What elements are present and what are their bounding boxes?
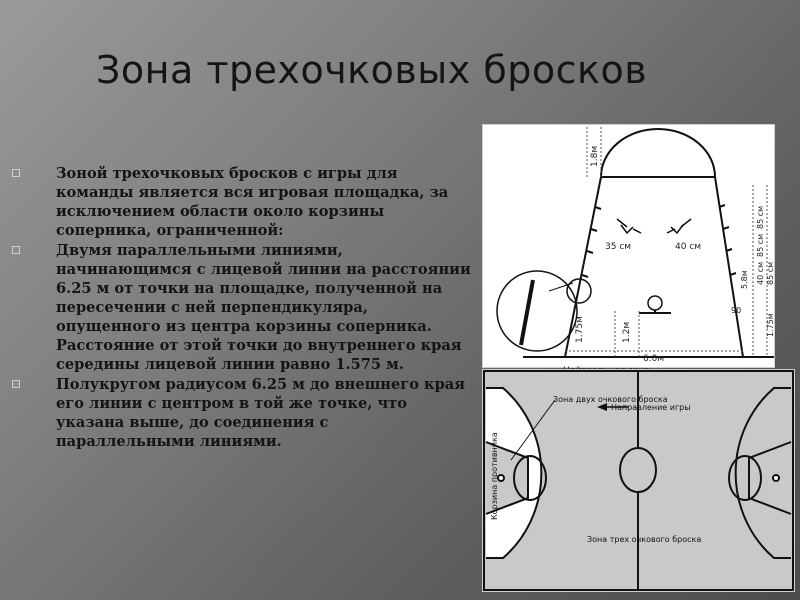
zoom-circle (497, 271, 577, 351)
direction-label: Направление игры (611, 403, 691, 412)
court-dimensions-svg (483, 125, 774, 367)
bullet-text: Полукругом радиусом 6.25 м до внешнего края его линии с центром в той же точке, что указана выше, до соединения с параллельными линиями. (56, 376, 466, 450)
bullet-text: Зоной трехочковых бросков с игры для команды является вся игровая площадка, за исключением области около корзины соперника, ограниченной: (56, 165, 449, 239)
dim-175: 1.75м (766, 313, 775, 337)
dim-5-8: 5.8м (740, 270, 749, 289)
dim-arc-right: 40 см (675, 242, 702, 252)
court-layout-svg (483, 370, 794, 591)
dim-base: 6.0м (643, 354, 665, 364)
zoom-lane-mark (521, 280, 533, 345)
dim-85b: 85 см (756, 233, 765, 257)
two-point-zone-label: Зона двух очкового броска (553, 395, 668, 404)
dim-arc-left: 35 см (605, 242, 632, 252)
slide-title: Зона трехочковых бросков (96, 48, 648, 92)
dim-left-low: 1.75м (575, 316, 585, 343)
bullet-item (12, 375, 472, 451)
dim-40: 40 см (756, 261, 765, 285)
dim-85a: 85 см (756, 205, 765, 229)
basket-ring-icon (648, 296, 662, 310)
three-point-zone-label: Зона трех очкового броска (587, 535, 702, 544)
dim-85c: 85 см (766, 261, 775, 285)
court-dimensions-diagram (482, 124, 775, 368)
broken-arc-marks (617, 219, 691, 233)
bullet-marker-icon (12, 380, 20, 388)
dim-top: 1.8м (590, 145, 600, 167)
bullet-list (12, 164, 472, 452)
opponent-basket-label: Корзина противника (490, 432, 499, 520)
dim-center: 1.2м (622, 321, 632, 343)
dim-90: 90 (731, 306, 742, 315)
free-throw-circle-arc (601, 129, 715, 177)
bullet-marker-icon (12, 169, 20, 177)
bullet-item (12, 164, 472, 240)
lane-line-right (715, 177, 743, 357)
bullet-text: Двумя параллельными линиями, начинающимся с лицевой линии на расстоянии 6.25 м от точки на площадке, полученной на пересечении с ней перпендикуляра, опущенного из центра корзины соперника. Расстояние от этой точки до внутреннего края середины лицевой линии равно 1.575 м. (56, 242, 471, 373)
neutral-zone-marks (582, 205, 736, 277)
bullet-item (12, 241, 472, 374)
court-layout-diagram (482, 369, 795, 592)
bullet-marker-icon (12, 246, 20, 254)
